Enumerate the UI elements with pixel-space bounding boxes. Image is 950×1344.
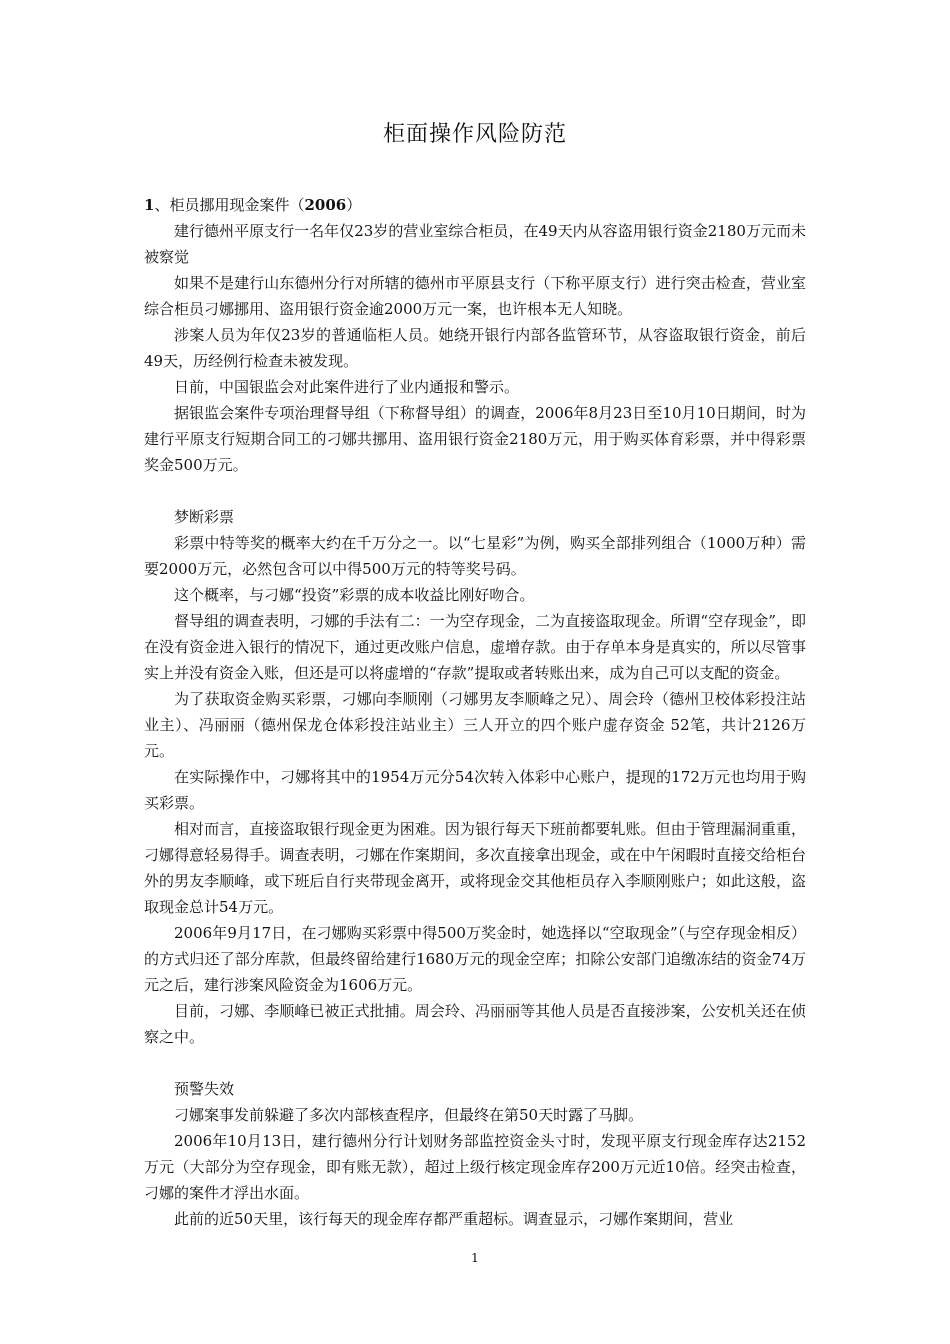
paragraph: 2006年10月13日，建行德州分行计划财务部监控资金头寸时，发现平原支行现金库存达2152万元（大部分为空存现金，即有账无款），超过上级行核定现金库存200万元近10倍。经突击检查，刁娜的案件才浮出水面。 xyxy=(144,1132,806,1202)
section-heading-text: 、柜员挪用现金案件（ xyxy=(154,196,305,214)
paragraph: 日前，中国银监会对此案件进行了业内通报和警示。 xyxy=(174,378,520,396)
paragraph: 督导组的调查表明，刁娜的手法有二：一为空存现金，二为直接盗取现金。所谓“空存现金”，即在没有资金进入银行的情况下，通过更改账户信息，虚增存款。由于存单本身是真实的，所以尽管事实上并没有资金入账，但还是可以将虚增的“存款”提取或者转账出来，成为自己可以支配的资金。 xyxy=(144,612,806,682)
paragraph: 如果不是建行山东德州分行对所辖的德州市平原县支行（下称平原支行）进行突击检查，营业室综合柜员刁娜挪用、盗用银行资金逾2000万元一案，也许根本无人知晓。 xyxy=(144,274,806,318)
paragraph: 这个概率，与刁娜“投资”彩票的成本收益比刚好吻合。 xyxy=(174,586,535,604)
document-body xyxy=(144,192,806,1232)
document-title: 柜面操作风险防范 xyxy=(382,122,567,147)
paragraph: 刁娜案事发前躲避了多次内部核查程序，但最终在第50天时露了马脚。 xyxy=(174,1106,644,1124)
subheading-warning: 预警失效 xyxy=(174,1080,235,1098)
paragraph: 涉案人员为年仅23岁的普通临柜人员。她绕开银行内部各监管环节，从容盗取银行资金，前后49天，历经例行检查未被发现。 xyxy=(144,326,806,370)
paragraph: 在实际操作中，刁娜将其中的1954万元分54次转入体彩中心账户，提现的172万元也均用于购买彩票。 xyxy=(144,768,806,812)
paragraph: 建行德州平原支行一名年仅23岁的营业室综合柜员，在49天内从容盗用银行资金2180万元而未被察觉 xyxy=(144,222,806,266)
paragraph: 为了获取资金购买彩票，刁娜向李顺刚（刁娜男友李顺峰之兄）、周会玲（德州卫校体彩投注站业主）、冯丽丽（德州保龙仓体彩投注站业主）三人开立的四个账户虚存资金 52笔，共计2126万元。 xyxy=(144,690,806,760)
section-number: 1 xyxy=(144,196,155,214)
paragraph: 彩票中特等奖的概率大约在千万分之一。以“七星彩”为例，购买全部排列组合（1000万种）需要2000万元，必然包含可以中得500万元的特等奖号码。 xyxy=(144,534,806,578)
subheading-lottery: 梦断彩票 xyxy=(174,508,235,526)
paragraph: 此前的近50天里，该行每天的现金库存都严重超标。调查显示，刁娜作案期间，营业 xyxy=(174,1210,734,1228)
page-number: 1 xyxy=(471,1251,479,1265)
section-heading xyxy=(144,192,806,218)
section-heading-close: ） xyxy=(346,196,362,214)
paragraph: 目前，刁娜、李顺峰已被正式批捕。周会玲、冯丽丽等其他人员是否直接涉案，公安机关还在侦察之中。 xyxy=(144,1002,806,1046)
paragraph: 据银监会案件专项治理督导组（下称督导组）的调查，2006年8月23日至10月10日期间，时为建行平原支行短期合同工的刁娜共挪用、盗用银行资金2180万元，用于购买体育彩票，并中得彩票奖金500万元。 xyxy=(144,404,806,474)
paragraph: 2006年9月17日，在刁娜购买彩票中得500万奖金时，她选择以“空取现金”（与空存现金相反）的方式归还了部分库款，但最终留给建行1680万元的现金空库；扣除公安部门追缴冻结的资金74万元之后，建行涉案风险资金为1606万元。 xyxy=(144,924,806,994)
section-heading-year: 2006 xyxy=(304,196,347,214)
paragraph: 相对而言，直接盗取银行现金更为困难。因为银行每天下班前都要轧账。但由于管理漏洞重重，刁娜得意轻易得手。调查表明，刁娜在作案期间，多次直接拿出现金，或在中午闲暇时直接交给柜台外的男友李顺峰，或下班后自行夹带现金离开，或将现金交其他柜员存入李顺刚账户；如此这般，盗取现金总计54万元。 xyxy=(144,820,806,916)
